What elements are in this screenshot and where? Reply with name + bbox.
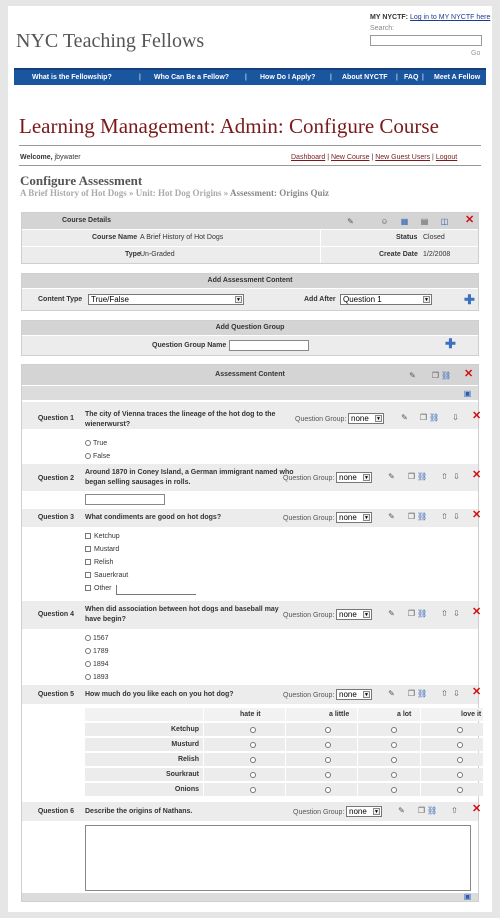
option-true[interactable] <box>85 440 107 447</box>
dashboard-link[interactable]: Dashboard <box>291 154 326 161</box>
likert-row-label: Relish <box>177 756 199 763</box>
option-ketchup[interactable] <box>85 533 120 540</box>
question-3-text: What condiments are good on hot dogs? <box>85 514 222 521</box>
delete-course-icon[interactable]: ✕ <box>465 214 475 226</box>
group-selected: none <box>339 513 357 522</box>
likert-radio[interactable] <box>325 727 331 733</box>
course-name-label: Course Name <box>92 234 138 241</box>
option-1567[interactable] <box>85 635 109 642</box>
question-group-label: Question Group: <box>283 515 335 522</box>
option-relish[interactable] <box>85 559 113 566</box>
edit-icon[interactable]: ✎ <box>388 689 395 698</box>
radio-button[interactable] <box>85 674 91 680</box>
up-arrow-icon[interactable]: ⇧ <box>441 609 448 618</box>
group-selected: none <box>339 610 357 619</box>
option-label: 1894 <box>93 661 109 668</box>
chevron-down-icon: ▼ <box>364 475 369 481</box>
likert-matrix <box>85 708 483 796</box>
copy-icon[interactable]: ❐ <box>407 512 416 521</box>
nav-faq[interactable]: FAQ <box>404 74 419 81</box>
course-details-header <box>22 213 478 229</box>
breadcrumb <box>20 188 329 198</box>
question-2-group-select[interactable] <box>336 472 372 483</box>
assessment-content-header: Assessment Content <box>22 365 478 385</box>
likert-radio[interactable] <box>391 727 397 733</box>
question-5-label: Question 5 <box>37 691 74 698</box>
option-label: Sauerkraut <box>94 572 129 579</box>
likert-radio[interactable] <box>325 742 331 748</box>
chain-link-icon[interactable]: ⛓ <box>429 413 440 422</box>
question-6-group-select[interactable] <box>346 806 382 817</box>
group-selected: none <box>339 473 357 482</box>
column-divider <box>203 708 204 796</box>
chevron-down-icon: ▼ <box>374 809 379 815</box>
copy-icon[interactable]: ❐ <box>417 806 426 815</box>
question-1-label: Question 1 <box>37 415 74 422</box>
question-group-name-input[interactable] <box>229 340 309 351</box>
floppy-disk-icon[interactable]: ▣ <box>463 892 472 901</box>
copy-icon[interactable]: ❐ <box>407 609 416 618</box>
likert-row-label: Onions <box>174 786 199 793</box>
delete-all-icon[interactable]: ✕ <box>464 368 474 380</box>
chain-link-icon[interactable]: ⛓ <box>427 806 438 815</box>
option-label: Mustard <box>94 546 120 553</box>
delete-question-icon[interactable]: ✕ <box>472 410 482 422</box>
chevron-down-icon: ▼ <box>364 515 369 521</box>
chart-icon[interactable]: ▦ <box>400 217 409 226</box>
copy-icon[interactable]: ❐ <box>431 371 440 380</box>
likert-radio[interactable] <box>325 757 331 763</box>
likert-radio[interactable] <box>391 787 397 793</box>
users-icon[interactable]: ☺ <box>380 217 389 226</box>
likert-radio[interactable] <box>250 757 256 763</box>
likert-radio[interactable] <box>250 787 256 793</box>
type-label: Type <box>125 251 141 258</box>
chain-link-icon[interactable]: ⛓ <box>417 472 428 481</box>
breadcrumb-unit[interactable]: Unit: Hot Dog Origins <box>135 188 222 198</box>
course-name-value: A Brief History of Hot Dogs <box>140 234 224 241</box>
status-label: Status <box>396 234 418 241</box>
divider <box>19 165 481 166</box>
question-2-text: Around 1870 in Coney Island, a German immigrant named who began selling sausages in rolls. <box>85 469 294 486</box>
question-5-group-select[interactable] <box>336 689 372 700</box>
question-5-text: How much do you like each on you hot dog? <box>85 691 234 698</box>
document-icon[interactable]: ▤ <box>420 217 429 226</box>
course-details-panel <box>21 212 479 264</box>
question-3-group-select[interactable] <box>336 512 372 523</box>
option-false[interactable] <box>85 453 110 460</box>
add-content-icon[interactable]: ✚ <box>464 292 475 307</box>
link-separator: | <box>371 154 374 161</box>
checkbox[interactable] <box>85 546 91 552</box>
copy-icon[interactable]: ❐ <box>419 413 428 422</box>
option-1894[interactable] <box>85 661 109 668</box>
chain-link-icon[interactable]: ⛓ <box>417 512 428 521</box>
likert-radio[interactable] <box>250 742 256 748</box>
course-details-title: Course Details <box>62 217 112 224</box>
option-other[interactable] <box>85 585 112 592</box>
question-group-name-label: Question Group Name <box>152 342 227 349</box>
nav-separator: | <box>245 74 247 81</box>
status-value: Closed <box>423 234 445 241</box>
question-2-answer-input[interactable] <box>85 494 165 505</box>
nav-meet-a-fellow[interactable]: Meet A Fellow <box>434 74 481 81</box>
likert-radio[interactable] <box>250 772 256 778</box>
chevron-down-icon: ▼ <box>376 416 381 422</box>
toolbar-row <box>22 386 478 400</box>
chain-link-icon[interactable]: ⛓ <box>417 609 428 618</box>
add-content-panel <box>21 273 479 311</box>
add-content-header: Add Assessment Content <box>22 274 478 288</box>
likert-radio[interactable] <box>457 772 463 778</box>
likert-radio[interactable] <box>457 742 463 748</box>
column-divider <box>285 708 286 796</box>
likert-col-a-lot: a lot <box>397 711 412 718</box>
search-input[interactable] <box>370 35 482 46</box>
edit-icon[interactable]: ✎ <box>388 609 395 618</box>
nav-separator: | <box>396 74 398 81</box>
content-type-label: Content Type <box>38 296 83 303</box>
chevron-down-icon: ▼ <box>364 612 369 618</box>
column-divider <box>320 230 321 263</box>
content-type-select[interactable] <box>88 294 244 305</box>
chevron-down-icon: ▼ <box>424 297 429 303</box>
down-arrow-icon[interactable]: ⇩ <box>452 413 459 422</box>
welcome-text <box>20 154 81 161</box>
chevron-down-icon: ▼ <box>236 297 241 303</box>
account-links <box>291 154 457 161</box>
link-separator: | <box>327 154 330 161</box>
copy-icon[interactable]: ❐ <box>407 689 416 698</box>
search-label: Search: <box>370 25 395 32</box>
chain-link-icon[interactable]: ⛓ <box>417 689 428 698</box>
column-divider <box>357 708 358 796</box>
likert-row-label: Musturd <box>171 741 199 748</box>
question-6-answer-textarea[interactable] <box>85 825 471 891</box>
my-nyctf-bar <box>370 14 490 21</box>
checkbox[interactable] <box>85 559 91 565</box>
add-after-select[interactable] <box>340 294 432 305</box>
copy-icon[interactable]: ❐ <box>407 472 416 481</box>
question-group-label: Question Group: <box>295 416 347 423</box>
group-selected: none <box>351 414 369 423</box>
question-1-group-select[interactable] <box>348 413 384 424</box>
delete-question-icon[interactable]: ✕ <box>472 686 482 698</box>
edit-icon[interactable]: ✎ <box>409 371 416 380</box>
breadcrumb-separator: » <box>128 188 134 198</box>
likert-col-a-little: a little <box>329 711 350 718</box>
up-arrow-icon[interactable]: ⇧ <box>441 512 448 521</box>
option-label: Other <box>94 585 112 592</box>
new-course-link[interactable]: New Course <box>330 154 370 161</box>
site-title[interactable]: NYC Teaching Fellows <box>16 30 205 52</box>
likert-col-hate-it: hate it <box>240 711 261 718</box>
radio-button[interactable] <box>85 661 91 667</box>
option-label: False <box>93 453 111 460</box>
my-nyctf-prefix: MY NYCTF: <box>370 14 408 21</box>
likert-row-label: Ketchup <box>171 726 199 733</box>
other-text-input[interactable] <box>116 585 196 595</box>
edit-icon[interactable]: ✎ <box>401 413 408 422</box>
checkbox[interactable] <box>85 533 91 539</box>
go-button[interactable]: Go <box>471 50 481 57</box>
question-3-label: Question 3 <box>37 514 74 521</box>
down-arrow-icon[interactable]: ⇩ <box>453 512 460 521</box>
section-title: Configure Assessment <box>20 173 143 188</box>
down-arrow-icon[interactable]: ⇩ <box>453 609 460 618</box>
nav-what-is-fellowship[interactable]: What is the Fellowship? <box>32 74 112 81</box>
up-arrow-icon[interactable]: ⇧ <box>441 472 448 481</box>
edit-settings-icon[interactable]: ✎ <box>347 217 354 226</box>
question-group-label: Question Group: <box>283 475 335 482</box>
footer-row <box>22 893 478 901</box>
group-selected: none <box>349 807 367 816</box>
option-label: Relish <box>94 559 114 566</box>
checkbox[interactable] <box>85 572 91 578</box>
add-after-label: Add After <box>304 296 336 303</box>
book-icon[interactable]: ◫ <box>440 217 449 226</box>
question-4-label: Question 4 <box>37 611 74 618</box>
add-question-group-panel <box>21 320 479 356</box>
question-1-text: The city of Vienna traces the lineage of the hot dog to the wienerwurst? <box>85 411 276 428</box>
likert-col-love-it: love it <box>461 711 482 718</box>
delete-question-icon[interactable]: ✕ <box>472 509 482 521</box>
content-type-selected: True/False <box>91 295 129 304</box>
nav-who-can-be-fellow[interactable]: Who Can Be a Fellow? <box>154 74 230 81</box>
breadcrumb-assessment: Assessment: Origins Quiz <box>230 188 330 198</box>
nav-separator: | <box>139 74 141 81</box>
welcome-prefix: Welcome, <box>20 154 53 161</box>
likert-radio[interactable] <box>391 772 397 778</box>
likert-radio[interactable] <box>391 742 397 748</box>
delete-question-icon[interactable]: ✕ <box>472 469 482 481</box>
likert-radio[interactable] <box>457 727 463 733</box>
option-label: Ketchup <box>94 533 120 540</box>
likert-row-label: Sourkraut <box>165 771 199 778</box>
likert-radio[interactable] <box>391 757 397 763</box>
down-arrow-icon[interactable]: ⇩ <box>453 689 460 698</box>
question-2-label: Question 2 <box>37 475 74 482</box>
checkbox[interactable] <box>85 585 91 591</box>
radio-button[interactable] <box>85 440 91 446</box>
chevron-down-icon: ▼ <box>364 692 369 698</box>
question-group-label: Question Group: <box>293 809 345 816</box>
nav-how-do-i-apply[interactable]: How Do I Apply? <box>260 74 316 81</box>
link-separator: | <box>432 154 434 161</box>
breadcrumb-course[interactable]: A Brief History of Hot Dogs <box>20 188 127 198</box>
option-1789[interactable] <box>85 648 109 655</box>
option-1893[interactable] <box>85 674 109 681</box>
group-selected: none <box>339 690 357 699</box>
breadcrumb-separator: » <box>223 188 229 198</box>
likert-radio[interactable] <box>457 757 463 763</box>
question-6-label: Question 6 <box>37 808 74 815</box>
add-after-selected: Question 1 <box>343 295 382 304</box>
likert-header-row <box>85 708 483 721</box>
up-arrow-icon[interactable]: ⇧ <box>441 689 448 698</box>
nav-separator: | <box>422 74 424 81</box>
main-nav <box>14 68 486 85</box>
edit-icon[interactable]: ✎ <box>388 472 395 481</box>
new-guest-users-link[interactable]: New Guest Users <box>375 154 431 161</box>
create-date-label: Create Date <box>379 251 418 258</box>
column-divider <box>420 708 421 796</box>
delete-question-icon[interactable]: ✕ <box>472 803 482 815</box>
down-arrow-icon[interactable]: ⇩ <box>453 472 460 481</box>
nav-separator: | <box>330 74 332 81</box>
option-label: 1789 <box>93 648 109 655</box>
likert-radio[interactable] <box>325 772 331 778</box>
question-4-text: When did association between hot dogs and baseball may have begin? <box>85 606 279 623</box>
option-sauerkraut[interactable] <box>85 572 128 579</box>
divider <box>19 145 481 146</box>
option-label: True <box>93 440 108 447</box>
radio-button[interactable] <box>85 635 91 641</box>
radio-button[interactable] <box>85 453 91 459</box>
chain-link-icon[interactable]: ⛓ <box>441 371 452 380</box>
question-4-group-select[interactable] <box>336 609 372 620</box>
delete-question-icon[interactable]: ✕ <box>472 606 482 618</box>
radio-button[interactable] <box>85 648 91 654</box>
question-6-text: Describe the origins of Nathans. <box>85 808 193 815</box>
floppy-disk-icon[interactable]: ▣ <box>463 389 472 398</box>
assessment-content-panel <box>21 364 482 902</box>
edit-icon[interactable]: ✎ <box>388 512 395 521</box>
add-question-group-header: Add Question Group <box>22 321 478 335</box>
page-container <box>8 6 492 912</box>
up-arrow-icon[interactable]: ⇧ <box>451 806 458 815</box>
create-date-value: 1/2/2008 <box>423 251 451 258</box>
page-title: Learning Management: Admin: Configure Course <box>19 114 439 138</box>
login-link[interactable]: Log in to MY NYCTF here <box>409 14 491 21</box>
logout-link[interactable]: Logout <box>435 154 458 161</box>
option-mustard[interactable] <box>85 546 119 553</box>
add-question-group-icon[interactable]: ✚ <box>445 336 456 351</box>
welcome-user: jbywater <box>54 154 81 161</box>
option-label: 1567 <box>93 635 109 642</box>
nav-about-nyctf[interactable]: About NYCTF <box>342 74 388 81</box>
likert-radio[interactable] <box>325 787 331 793</box>
edit-icon[interactable]: ✎ <box>398 806 405 815</box>
question-group-label: Question Group: <box>283 692 335 699</box>
likert-radio[interactable] <box>457 787 463 793</box>
type-value: Un-Graded <box>140 251 175 258</box>
likert-radio[interactable] <box>250 727 256 733</box>
question-group-label: Question Group: <box>283 612 335 619</box>
option-label: 1893 <box>93 674 109 681</box>
